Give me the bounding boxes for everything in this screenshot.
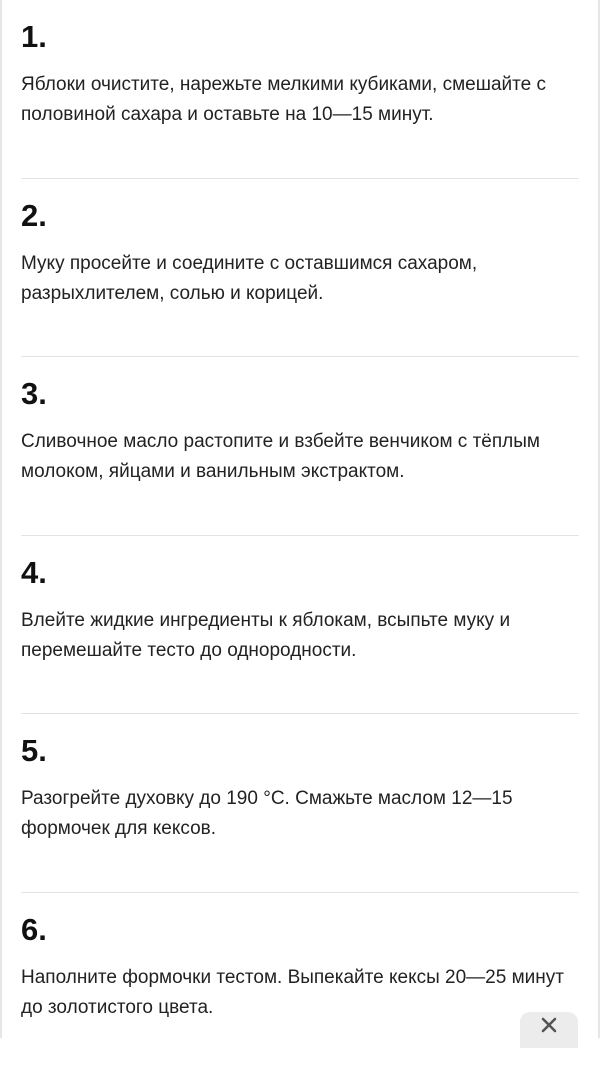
step-number: 5. <box>21 733 47 769</box>
step-number: 1. <box>21 19 47 55</box>
step-text: Яблоки очистите, нарежьте мелкими кубиками, смешайте с половиной сахара и оставьте на 10—15 минут. <box>21 70 581 130</box>
recipe-step-2 <box>21 179 579 358</box>
close-icon <box>540 1016 558 1034</box>
step-number: 2. <box>21 198 47 234</box>
step-number: 3. <box>21 376 47 412</box>
recipe-step-6 <box>21 893 579 1071</box>
recipe-step-4 <box>21 536 579 715</box>
recipe-step-5 <box>21 714 579 893</box>
recipe-steps-list <box>21 0 579 1071</box>
page-edge-left <box>0 0 2 1038</box>
close-button[interactable] <box>520 1012 578 1048</box>
step-text: Влейте жидкие ингредиенты к яблокам, всыпьте муку и перемешайте тесто до однородности. <box>21 606 581 666</box>
recipe-step-3 <box>21 357 579 536</box>
step-text: Разогрейте духовку до 190 °C. Смажьте маслом 12—15 формочек для кексов. <box>21 784 581 844</box>
step-text: Муку просейте и соедините с оставшимся сахаром, разрыхлителем, солью и корицей. <box>21 249 581 309</box>
recipe-step-1 <box>21 0 579 179</box>
step-text: Сливочное масло растопите и взбейте венчиком с тёплым молоком, яйцами и ванильным экстрактом. <box>21 427 581 487</box>
step-number: 4. <box>21 555 47 591</box>
step-text: Наполните формочки тестом. Выпекайте кексы 20—25 минут до золотистого цвета. <box>21 963 581 1023</box>
step-number: 6. <box>21 912 47 948</box>
